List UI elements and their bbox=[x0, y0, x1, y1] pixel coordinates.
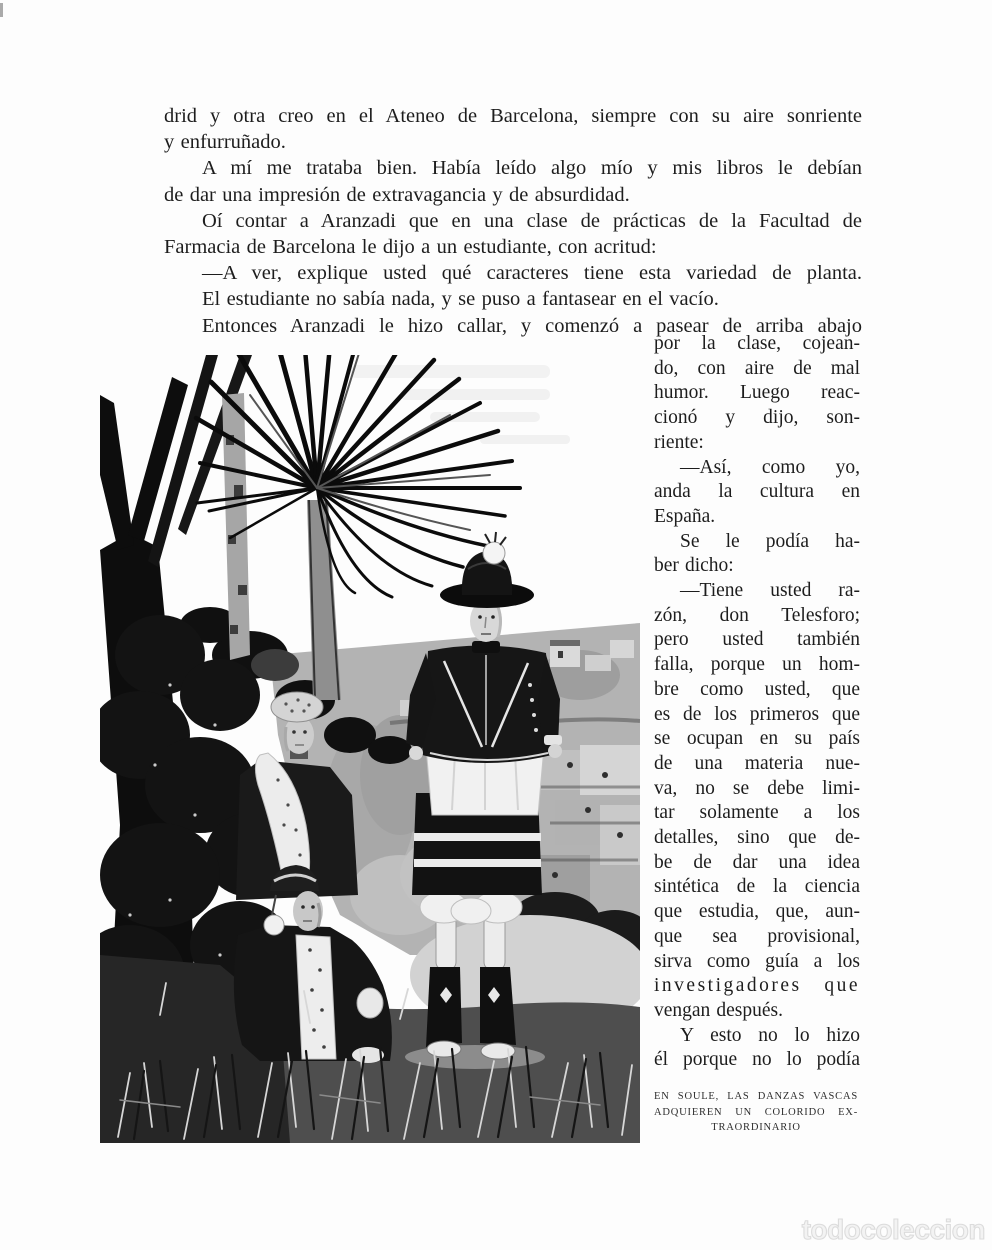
text-line: drid y otra creo en el Ateneo de Barcelona, siempre con su aire sonriente bbox=[164, 105, 862, 127]
text-line: que estudia, que, aun- bbox=[654, 901, 860, 923]
text-line: —A ver, explique usted qué caracteres tiene esta variedad de planta. bbox=[202, 262, 862, 285]
text-line: pero usted también bbox=[654, 629, 860, 651]
text-line: va, no se debe limi- bbox=[654, 777, 860, 799]
photo-illustration bbox=[100, 355, 640, 1143]
photo-basque-dancers bbox=[100, 355, 640, 1143]
text-line: be de dar una idea bbox=[654, 851, 860, 873]
text-line: ber dicho: bbox=[654, 555, 734, 577]
text-line: de una materia nue- bbox=[654, 752, 860, 774]
text-line: —Tiene usted ra- bbox=[680, 580, 860, 602]
text-line: cionó y dijo, son- bbox=[654, 407, 860, 429]
text-line: vengan después. bbox=[654, 999, 783, 1021]
intro-paragraphs bbox=[164, 103, 862, 339]
text-line: Y esto no lo hizo bbox=[680, 1024, 860, 1046]
text-line: humor. Luego reac- bbox=[654, 382, 860, 404]
text-line: Se le podía ha- bbox=[680, 530, 860, 552]
scan-artifact bbox=[0, 3, 3, 17]
text-line: detalles, sino que de- bbox=[654, 827, 860, 849]
text-line: sirva como guía a los bbox=[654, 950, 860, 972]
text-line: —Así, como yo, bbox=[680, 456, 860, 478]
right-column-text bbox=[654, 332, 860, 1073]
text-line: España. bbox=[654, 505, 716, 527]
text-line: zón, don Telesforo; bbox=[654, 604, 860, 626]
text-line: investigadores que bbox=[654, 975, 860, 997]
text-line: do, con aire de mal bbox=[654, 357, 860, 379]
text-line: riente: bbox=[654, 431, 704, 453]
text-line: se ocupan en su país bbox=[654, 728, 860, 750]
watermark-todocoleccion: todocoleccion bbox=[801, 1214, 985, 1245]
text-line: anda la cultura en bbox=[654, 481, 860, 503]
text-line: El estudiante no sabía nada, y se puso a fantasear en el vacío. bbox=[202, 288, 719, 311]
text-line: TRAORDINARIO bbox=[711, 1122, 801, 1133]
text-line: de dar una impresión de extravagancia y de absurdidad. bbox=[164, 183, 630, 206]
text-line: por la clase, cojean- bbox=[654, 333, 860, 354]
text-line: sintética de la ciencia bbox=[654, 876, 860, 898]
photo-caption bbox=[654, 1089, 858, 1136]
text-line: A mí me trataba bien. Había leído algo mío y mis libros le debían bbox=[202, 157, 862, 180]
text-line: ADQUIEREN UN COLORIDO EX- bbox=[654, 1106, 858, 1118]
text-line: Oí contar a Aranzadi que en una clase de prácticas de la Facultad de bbox=[202, 209, 862, 232]
text-line: él porque no lo podía bbox=[654, 1049, 860, 1071]
text-line: y enfurruñado. bbox=[164, 131, 286, 154]
text-line: falla, porque un hom- bbox=[654, 654, 860, 676]
text-line: EN SOULE, LAS DANZAS VASCAS bbox=[654, 1091, 858, 1102]
text-line: Entonces Aranzadi le hizo callar, y comenzó a pasear de arriba abajo bbox=[202, 314, 862, 337]
text-line: es de los primeros que bbox=[654, 703, 860, 725]
text-line: que sea provisional, bbox=[654, 925, 860, 947]
text-line: tar solamente a los bbox=[654, 802, 860, 824]
text-line: Farmacia de Barcelona le dijo a un estudiante, con acritud: bbox=[164, 236, 657, 259]
text-line: bre como usted, que bbox=[654, 678, 860, 700]
